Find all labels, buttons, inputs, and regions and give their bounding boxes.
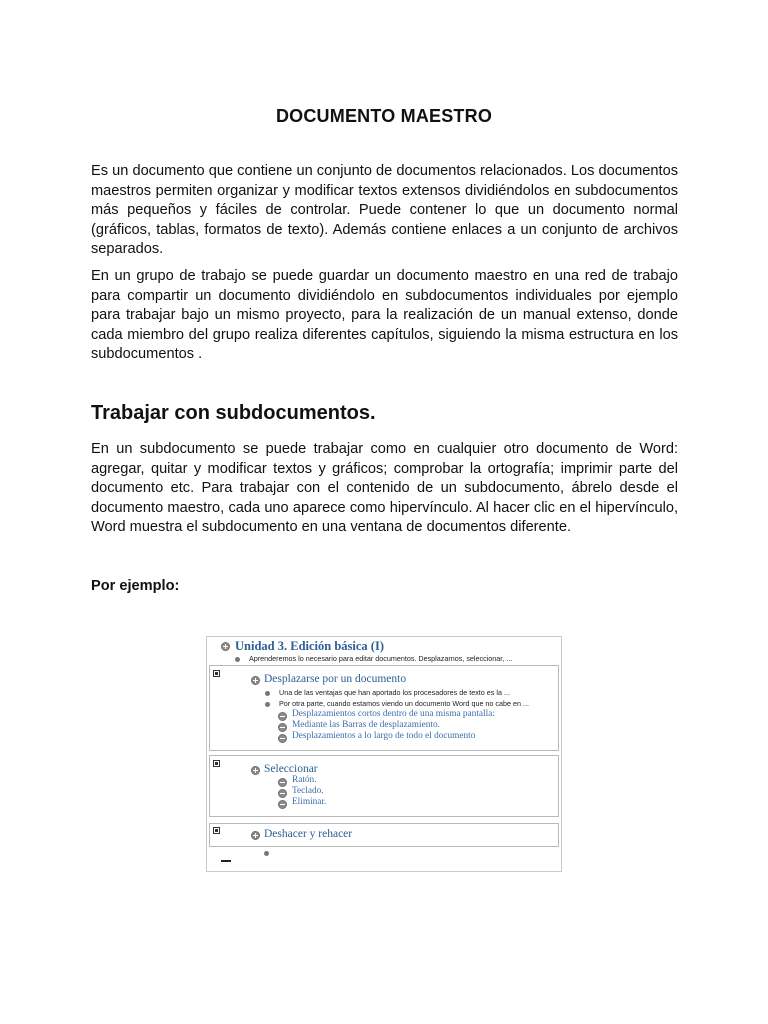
subdoc1-link-1[interactable]: Desplazamientos cortos dentro de una misma pantalla: <box>292 709 495 719</box>
collapse-minus-icon <box>278 789 287 798</box>
subdoc1-link-2[interactable]: Mediante las Barras de desplazamiento. <box>292 720 440 730</box>
subdocument-icon <box>213 670 220 677</box>
outline-example-image <box>206 636 562 872</box>
expand-plus-icon <box>251 766 260 775</box>
unit-body-text: Aprenderemos lo necesario para editar documentos. Desplazarnos, seleccionar, ... <box>249 654 513 663</box>
subdoc1-link-3[interactable]: Desplazamientos a lo largo de todo el documento <box>292 731 476 741</box>
subdoc2-link-3[interactable]: Eliminar. <box>292 797 327 807</box>
collapse-minus-icon <box>278 734 287 743</box>
subdocument-box-1 <box>209 665 559 751</box>
example-label: Por ejemplo: <box>91 578 180 594</box>
subdoc1-body-2: Por otra parte, cuando estamos viendo un documento Word que no cabe en ... <box>279 699 529 708</box>
subdoc2-heading: Seleccionar <box>264 763 318 775</box>
expand-plus-icon <box>251 831 260 840</box>
bullet-dot-icon <box>264 851 269 856</box>
paragraph-workgroup: En un grupo de trabajo se puede guardar un documento maestro en una red de trabajo para compartir un documento dividiéndolo en subdocumentos individuales por ejemplo para trabajar bajo un mismo proyecto, para la realización de un manual extenso, donde cada miembro del grupo realiza diferentes capítulos, siguiendo la misma estructura en los subdocumentos . <box>91 268 678 362</box>
subdoc2-link-1[interactable]: Ratón. <box>292 775 317 785</box>
collapse-minus-icon <box>278 778 287 787</box>
expand-plus-icon <box>251 676 260 685</box>
subdocument-icon <box>213 827 220 834</box>
subdoc3-heading: Deshacer y rehacer <box>264 828 353 840</box>
bullet-dot-icon <box>235 657 240 662</box>
subdoc1-heading: Desplazarse por un documento <box>264 673 407 685</box>
bullet-dot-icon <box>265 691 270 696</box>
collapse-minus-icon <box>278 800 287 809</box>
unit-heading: Unidad 3. Edición básica (I) <box>235 639 384 653</box>
bullet-dot-icon <box>265 702 270 707</box>
subdoc1-body-1: Una de las ventajas que han aportado los procesadores de texto es la ... <box>279 688 510 697</box>
collapse-minus-icon <box>278 712 287 721</box>
paragraph-intro: Es un documento que contiene un conjunto de documentos relacionados. Los documentos maestros permiten organizar y modificar textos extensos dividiéndolos en subdocumentos más pequeños y fáciles de controlar. Puede contener lo que un documento normal (gráficos, tablas, formatos de texto). Además contiene enlaces a un conjunto de archivos separados. <box>91 163 678 257</box>
subdocument-box-2 <box>209 755 559 817</box>
section-heading: Trabajar con subdocumentos. <box>91 402 376 424</box>
end-marker-icon <box>221 860 231 862</box>
collapse-minus-icon <box>278 723 287 732</box>
subdoc2-link-2[interactable]: Teclado. <box>292 786 324 796</box>
subdocument-icon <box>213 760 220 767</box>
expand-plus-icon <box>221 642 230 651</box>
document-title: DOCUMENTO MAESTRO <box>275 106 493 127</box>
subdocument-box-3 <box>209 823 559 847</box>
paragraph-subdocuments: En un subdocumento se puede trabajar como en cualquier otro documento de Word: agregar, quitar y modificar textos y gráficos; comprobar la ortografía; imprimir parte del documento etc. Para trabajar con el contenido de un subdocumento, ábrelo desde el documento maestro, cada uno aparece como hipervínculo. Al hacer clic en el hipervínculo, Word muestra el subdocumento en una ventana de documentos diferente. <box>91 441 678 535</box>
